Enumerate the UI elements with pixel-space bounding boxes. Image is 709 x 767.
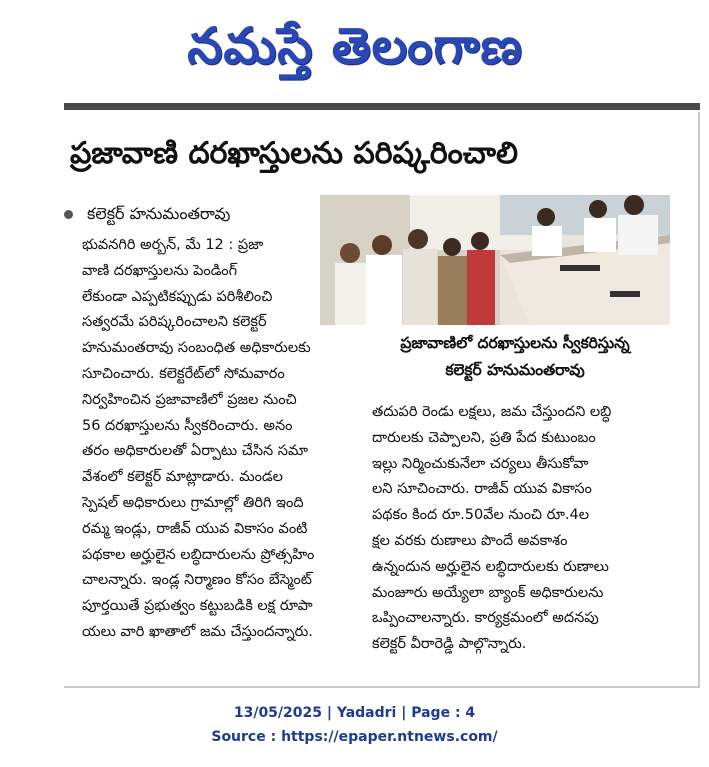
bullet-icon	[64, 210, 73, 219]
article-text-line: రమ్మ ఇండ్లు, రాజీవ్ యువ వికాసం వంటి	[82, 520, 308, 537]
article-text-line: దారులకు చెప్పాలని, ప్రతి పేద కుటుంబం	[372, 429, 596, 446]
footer-source: Source : https://epaper.ntnews.com/	[211, 729, 498, 745]
article-text-line: సూచించారు. కలెక్టరేట్‌లో సోమవారం	[82, 365, 285, 382]
article-text-line: వేశంలో కలెక్టర్ మాట్లాడారు. మండల	[82, 469, 283, 486]
article-text-line: లేకుండా ఎప్పటికప్పుడు పరిశీలించి	[82, 288, 273, 305]
article-byline	[64, 203, 230, 225]
article-text-line: ఉన్నందున అర్హులైన లబ్ధిదారులకు రుణాలు	[372, 558, 609, 575]
masthead-logo: నమస్తే తెలంగాణ	[187, 17, 523, 75]
article-text-line: ఒప్పించాలన్నారు. కార్యక్రమంలో అదనపు	[372, 610, 599, 627]
article-text-line: మంజూరు అయ్యేలా బ్యాంక్ అధికారులను	[372, 584, 604, 601]
photo-illustration	[320, 195, 670, 325]
photo-caption	[360, 330, 670, 384]
article-text-line: నిర్వహించిన ప్రజావాణిలో ప్రజల నుంచి	[82, 391, 297, 408]
article-text-line: హనుమంతరావు సంబంధిత అధికారులకు	[82, 340, 311, 357]
article-left-column	[82, 233, 346, 646]
article-text-line: యలు వారి ఖాతాలో జమ చేస్తుందన్నారు.	[82, 623, 313, 640]
article-headline: ప్రజావాణి దరఖాస్తులను పరిష్కరించాలి	[70, 136, 518, 171]
article-text-line: చాలన్నారు. ఇండ్ల నిర్మాణం కోసం బేస్మెంట్	[82, 572, 312, 589]
article-text-line: తదుపరి రెండు లక్షలు, జమ చేస్తుందని లబ్ధి	[372, 404, 612, 420]
article-text-line: కలెక్టర్ వీరారెడ్డి పాల్గొన్నారు.	[372, 636, 527, 653]
photo-caption-line: కలెక్టర్ హనుమంతరావు	[445, 361, 585, 379]
photo-caption-line: ప్రజావాణిలో దరఖాస్తులను స్వీకరిస్తున్న	[400, 334, 630, 352]
article-text-line: తరం అధికారులతో ఏర్పాటు చేసిన సమా	[82, 443, 308, 460]
article-text-line: పథకం కింద రూ.50వేల నుంచి రూ.4ల	[372, 507, 590, 524]
article-text-line: భువనగిరి అర్బన్, మే 12 : ప్రజా	[82, 237, 264, 253]
article-text-line: 56 దరఖాస్తులను స్వీకరించారు. అనం	[82, 417, 293, 434]
article-right-column	[372, 400, 674, 658]
article-text-line: క్షల వరకు రుణాలు పొందే అవకాశం	[372, 532, 568, 549]
article-text-line: పథకాల అర్హులైన లబ్ధిదారులను ప్రోత్సహిం	[82, 546, 315, 563]
article-text-line: సత్వరమే పరిష్కరించాలని కలెక్టర్	[82, 314, 267, 331]
article-text-line: లని సూచించారు. రాజీవ్ యువ వికాసం	[372, 481, 592, 498]
footer-date-edition: 13/05/2025 | Yadadri | Page : 4	[233, 705, 476, 721]
masthead-rule	[64, 103, 700, 110]
article-text-line: వాణి దరఖాస్తులను పెండింగ్	[82, 262, 238, 279]
article-text-line: స్పెషల్ అధికారులు గ్రామాల్లో తిరిగి ఇంది	[82, 494, 304, 511]
article-text-line: ఇల్లు నిర్మించుకునేలా చర్యలు తీసుకోవా	[372, 455, 589, 472]
article-text-line: పూర్తయితే ప్రభుత్వం కట్టుబడికి లక్ష రూపా	[82, 598, 313, 615]
news-photo	[320, 195, 670, 325]
byline-text: కలెక్టర్ హనుమంతరావు	[87, 204, 231, 223]
